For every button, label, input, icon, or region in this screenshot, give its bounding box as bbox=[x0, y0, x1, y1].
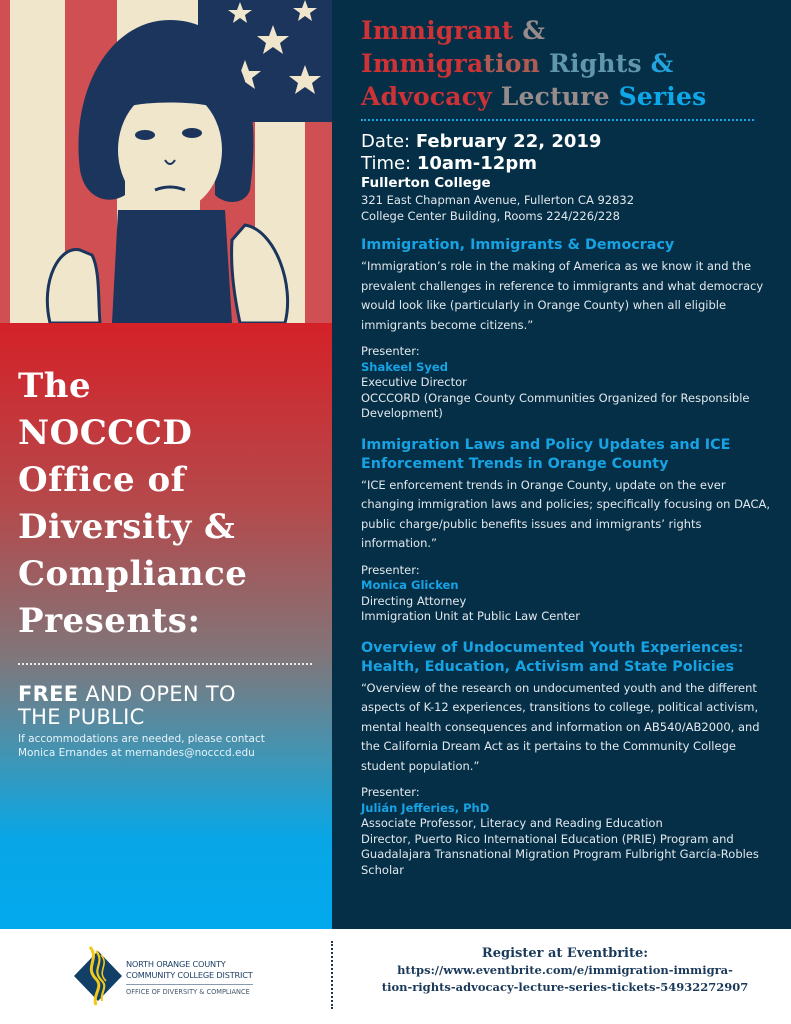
series-title bbox=[361, 14, 771, 113]
session-title: Immigration Laws and Policy Updates and ICE Enforcement Trends in Orange County bbox=[361, 436, 731, 472]
register-url[interactable]: tion-rights-advocacy-lecture-series-tickets-54932272907 bbox=[381, 980, 749, 994]
presenter-title: Executive Director bbox=[361, 375, 467, 389]
accommodations-line: If accommodations are needed, please contact bbox=[18, 733, 265, 745]
title-line-1 bbox=[361, 14, 771, 47]
session-3 bbox=[361, 639, 771, 879]
left-column bbox=[0, 0, 332, 929]
event-date-time bbox=[361, 131, 771, 175]
heading-line: Diversity & bbox=[18, 507, 236, 547]
heading-line: The bbox=[18, 366, 92, 406]
presenter-label: Presenter: bbox=[361, 785, 420, 799]
time-label: Time: bbox=[361, 153, 417, 174]
title-segment: tion bbox=[483, 49, 549, 78]
dotted-divider bbox=[361, 119, 754, 121]
flag-child-illustration bbox=[0, 0, 332, 323]
logo-subtitle: OFFICE OF DIVERSITY & COMPLIANCE bbox=[126, 984, 253, 997]
title-line-3 bbox=[361, 80, 771, 113]
title-segment: Series bbox=[618, 82, 707, 111]
presenting-org-heading bbox=[18, 363, 314, 645]
presenter-organization: Immigration Unit at Public Law Center bbox=[361, 609, 580, 623]
title-segment: Immigrant bbox=[361, 16, 523, 45]
accommodations-note bbox=[18, 732, 314, 760]
title-line-2 bbox=[361, 47, 771, 80]
date-label: Date: bbox=[361, 131, 416, 152]
presenter-block bbox=[361, 785, 771, 878]
presenter-organization: OCCCORD (Orange County Communities Organized for Responsible Development) bbox=[361, 390, 750, 420]
accommodations-contact[interactable]: Monica Ernandes at mernandes@nocccd.edu bbox=[18, 747, 255, 759]
session-title: Overview of Undocumented Youth Experiences: Health, Education, Activism and State Policies bbox=[361, 639, 744, 675]
venue-address: 321 East Chapman Avenue, Fullerton CA 92832 bbox=[361, 193, 635, 207]
session-title: Immigration, Immigrants & Democracy bbox=[361, 237, 675, 253]
event-date bbox=[361, 131, 771, 153]
date-value: February 22, 2019 bbox=[415, 131, 602, 152]
session-1 bbox=[361, 236, 771, 422]
presenter-name: Monica Glicken bbox=[361, 578, 459, 592]
title-segment: Immigra bbox=[361, 49, 484, 78]
presenter-title: Associate Professor, Literacy and Reading Education bbox=[361, 816, 663, 830]
venue-name: Fullerton College bbox=[361, 175, 491, 191]
dotted-divider bbox=[18, 663, 312, 665]
heading-line: Compliance bbox=[18, 554, 248, 594]
logo-wordmark bbox=[126, 959, 253, 997]
heading-line: Presents: bbox=[18, 601, 201, 641]
open-to-label: AND OPEN TO bbox=[78, 682, 236, 706]
registration-info bbox=[350, 945, 780, 996]
time-value: 10am-12pm bbox=[416, 153, 537, 174]
the-public-label: THE PUBLIC bbox=[18, 705, 145, 729]
title-segment: & bbox=[650, 49, 674, 78]
presenter-name: Julián Jefferies, PhD bbox=[361, 800, 490, 815]
event-details-column bbox=[332, 0, 791, 929]
title-segment: & bbox=[522, 16, 546, 45]
free-label: FREE bbox=[18, 682, 79, 706]
dotted-divider bbox=[331, 941, 333, 1009]
presenter-name: Shakeel Syed bbox=[361, 359, 448, 374]
title-segment: Advocacy bbox=[361, 82, 501, 111]
heading-line: Office of bbox=[18, 460, 186, 500]
illustration-art-icon bbox=[0, 0, 332, 323]
session-description: “ICE enforcement trends in Orange County, update on the ever changing immigration laws and policies; specifically focusing on DACA, public charge/public benefits issues and immigrants’ rights information.” bbox=[361, 477, 770, 550]
title-segment: Lecture bbox=[500, 82, 619, 111]
presenter-block bbox=[361, 344, 771, 422]
presenter-block bbox=[361, 563, 771, 625]
title-segment: Rights bbox=[548, 49, 651, 78]
session-description: “Immigration’s role in the making of America as we know it and the prevalent challenges in reference to immigrants and what democracy would look like (particularly in Orange County) when all eligible immigrants become citizens.” bbox=[361, 259, 764, 332]
heading-line: NOCCCD bbox=[18, 413, 193, 453]
presenting-office-panel bbox=[0, 323, 332, 929]
logo-line: NORTH ORANGE COUNTY bbox=[126, 959, 226, 969]
free-admission-notice bbox=[18, 683, 314, 729]
presenter-organization: Director, Puerto Rico International Education (PRIE) Program and Guadalajara Transnational Migration Program Fulbright García-Robles Scholar bbox=[361, 831, 759, 877]
register-heading: Register at Eventbrite: bbox=[481, 946, 649, 961]
footer bbox=[0, 929, 791, 1024]
presenter-title: Directing Attorney bbox=[361, 593, 467, 608]
session-description: “Overview of the research on undocumented youth and the different aspects of K-12 experiences, transitions to college, political activism, mental health consequences and information on AB540/AB2000, and the California Dream Act as it pertains to the Community College student population.” bbox=[361, 680, 760, 773]
presenter-label: Presenter: bbox=[361, 562, 420, 577]
venue-rooms: College Center Building, Rooms 224/226/228 bbox=[361, 209, 620, 223]
district-diamond-logo-icon bbox=[70, 945, 126, 1007]
event-time bbox=[361, 153, 771, 175]
nocccd-logo bbox=[70, 945, 270, 1005]
presenter-label: Presenter: bbox=[361, 344, 420, 358]
session-2 bbox=[361, 436, 771, 625]
logo-line: COMMUNITY COLLEGE DISTRICT bbox=[126, 970, 253, 980]
register-url[interactable]: https://www.eventbrite.com/e/immigration-immigra- bbox=[397, 963, 733, 977]
